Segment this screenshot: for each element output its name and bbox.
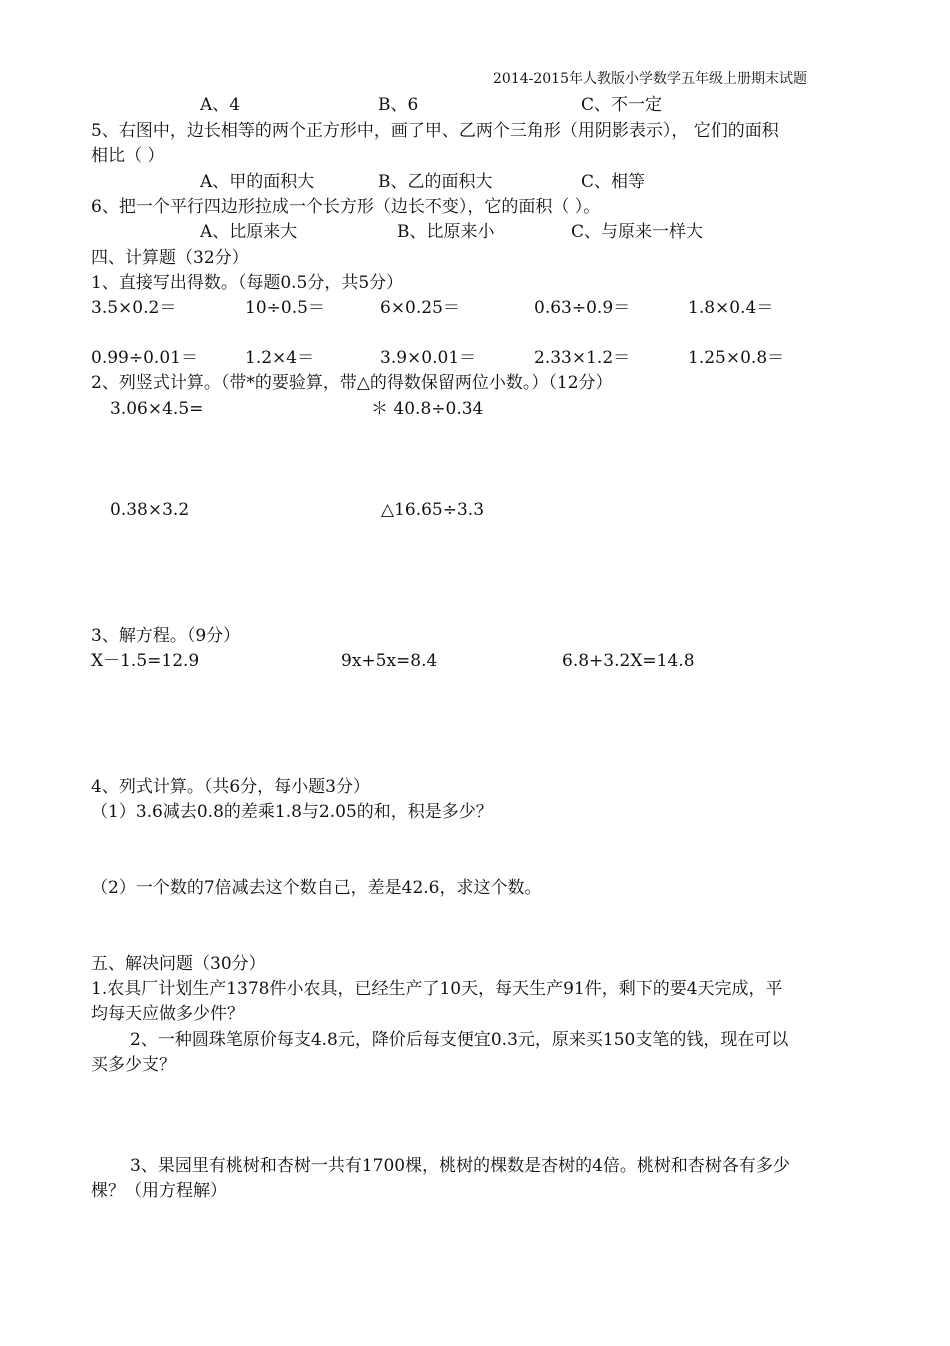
calc-item: 1.25×0.8＝ <box>688 348 785 368</box>
equation-item: X－1.5=12.9 <box>91 651 200 671</box>
section4-part1-title: 1、直接写出得数。（每题0.5分，共5分） <box>91 273 404 293</box>
q4-option-b: B、6 <box>378 95 419 115</box>
section4-part2-title: 2、列竖式计算。（带*的要验算，带△的得数保留两位小数。）（12分） <box>91 373 613 393</box>
calc-item: 1.2×4＝ <box>245 348 315 368</box>
word-calc-question: （1）3.6减去0.8的差乘1.8与2.05的和，积是多少？ <box>91 802 493 822</box>
q6-option-a: A、比原来大 <box>200 222 298 242</box>
calc-item: 10÷0.5＝ <box>245 298 325 318</box>
calc-item: 2.33×1.2＝ <box>534 348 631 368</box>
word-calc-question: （2）一个数的7倍减去这个数自己，差是42.6，求这个数。 <box>91 878 542 898</box>
q6-option-c: C、与原来一样大 <box>571 222 704 242</box>
problem-3-line2: 棵？（用方程解） <box>91 1181 227 1201</box>
section4-title: 四、计算题（32分） <box>91 248 249 268</box>
section4-part3-title: 3、解方程。（9分） <box>91 626 241 646</box>
problem-1-line1: 1.农具厂计划生产1378件小农具，已经生产了10天，每天生产91件，剩下的要4天完成，平 <box>91 979 783 999</box>
equation-item: 9x+5x=8.4 <box>341 651 438 671</box>
equation-item: 6.8+3.2X=14.8 <box>562 651 695 671</box>
q5-option-a: A、甲的面积大 <box>200 172 315 192</box>
q4-option-c: C、不一定 <box>581 95 663 115</box>
page-header: 2014-2015年人教版小学数学五年级上册期末试题 <box>493 71 807 87</box>
vertical-calc-item: 3.06×4.5= <box>110 399 204 419</box>
problem-3-line1: 3、果园里有桃树和杏树一共有1700棵，桃树的棵数是杏树的4倍。桃树和杏树各有多少 <box>130 1156 790 1176</box>
calc-item: 6×0.25＝ <box>380 298 460 318</box>
vertical-calc-item: △16.65÷3.3 <box>381 500 485 520</box>
section4-part4-title: 4、列式计算。（共6分，每小题3分） <box>91 777 370 797</box>
q4-option-a: A、4 <box>200 95 241 115</box>
q6-text: 6、把一个平行四边形拉成一个长方形（边长不变），它的面积（ ）。 <box>91 197 601 217</box>
calc-item: 0.99÷0.01＝ <box>91 348 198 368</box>
problem-1-line2: 均每天应做多少件？ <box>91 1004 244 1024</box>
problem-2-line1: 2、一种圆珠笔原价每支4.8元，降价后每支便宜0.3元，原来买150支笔的钱，现在可以 <box>130 1030 789 1050</box>
problem-2-line2: 买多少支？ <box>91 1055 176 1075</box>
calc-item: 3.9×0.01＝ <box>380 348 477 368</box>
calc-item: 0.63÷0.9＝ <box>534 298 631 318</box>
q5-option-c: C、相等 <box>581 172 646 192</box>
vertical-calc-item: 0.38×3.2 <box>110 500 190 520</box>
vertical-calc-item: ＊ 40.8÷0.34 <box>371 399 484 419</box>
q5-option-b: B、乙的面积大 <box>378 172 493 192</box>
q6-option-b: B、比原来小 <box>397 222 495 242</box>
section5-title: 五、解决问题（30分） <box>91 954 266 974</box>
calc-item: 3.5×0.2＝ <box>91 298 177 318</box>
calc-item: 1.8×0.4＝ <box>688 298 774 318</box>
q5-text-line2: 相比（ ） <box>91 146 165 166</box>
q5-text-line1: 5、右图中，边长相等的两个正方形中，画了甲、乙两个三角形（用阴影表示）， 它们的面积 <box>91 121 779 141</box>
